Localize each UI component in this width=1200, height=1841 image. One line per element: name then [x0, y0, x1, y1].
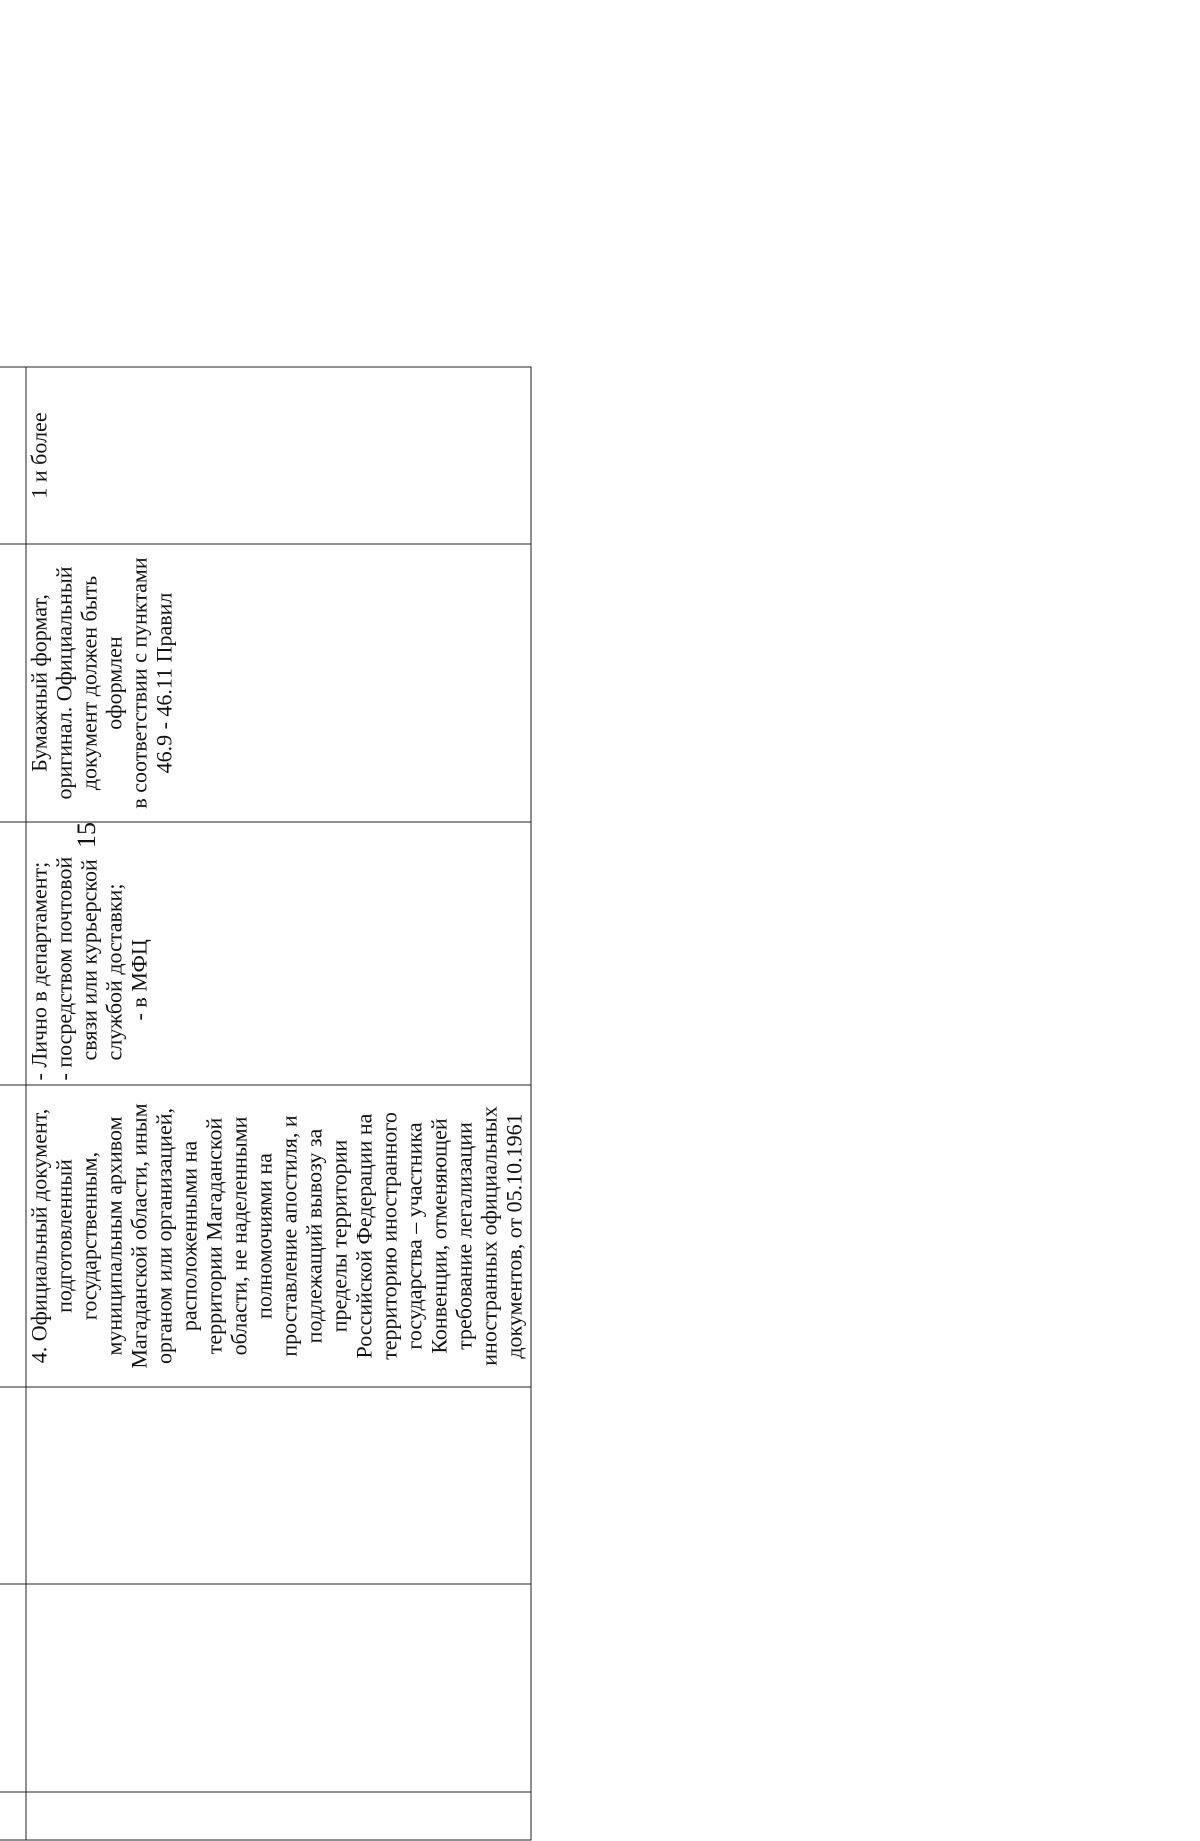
- document-description-line: требование легализации: [451, 1122, 477, 1350]
- submission-method-line: связи или курьерской: [76, 859, 102, 1061]
- submission-method-line: - в МФЦ: [126, 939, 152, 1021]
- submission-method-line: службой доставки;: [101, 883, 127, 1061]
- table-row: [0, 367, 26, 1840]
- cell-b5: [26, 822, 531, 1085]
- document-description-line: государства – участника: [401, 1122, 427, 1350]
- cell-b2: [26, 1584, 531, 1792]
- format-requirement-line: 46.9 - 46.11 Правил: [151, 592, 177, 774]
- quantity-text: 1 и более: [26, 412, 52, 499]
- document-description-line: подготовленный: [51, 1159, 77, 1313]
- format-requirement-line: оформлен: [101, 636, 127, 730]
- submission-method-line: - посредством почтовой: [51, 856, 77, 1081]
- cell-a5: [0, 822, 26, 1085]
- document-description-line: территории Магаданской: [201, 1117, 227, 1355]
- format-requirement-line: в соответствии с пунктами: [126, 557, 152, 809]
- cell-a3: [0, 1387, 26, 1584]
- document-description-line: Магаданской области, иным: [126, 1103, 152, 1369]
- cell-a2: [0, 1584, 26, 1792]
- cell-a1: [0, 1792, 26, 1840]
- document-description-line: органом или организацией,: [151, 1108, 177, 1364]
- document-table: [0, 367, 532, 1841]
- format-requirement-line: оригинал. Официальный: [51, 566, 77, 800]
- cell-b7: [26, 367, 531, 544]
- document-description-line: подлежащий вывозу за: [301, 1128, 327, 1344]
- document-description-line: 4. Официальный документ,: [26, 1108, 52, 1364]
- document-description-line: территорию иностранного: [376, 1112, 402, 1360]
- document-description-line: расположенными на: [176, 1140, 202, 1332]
- document-table-wrapper: [0, 368, 532, 1841]
- document-description-line: государственным,: [76, 1151, 102, 1321]
- document-description-line: области, не наделенными: [226, 1116, 252, 1356]
- format-requirement-line: документ должен быть: [76, 575, 102, 791]
- document-description-line: Российской Федерации на: [351, 1113, 377, 1359]
- cell-b1: [26, 1792, 531, 1840]
- cell-b3: [26, 1387, 531, 1584]
- document-description-line: документов, от 05.10.1961: [501, 1113, 527, 1359]
- submission-method-line: - Лично в департамент;: [26, 861, 52, 1081]
- document-description-line: Конвенции, отменяющей: [426, 1118, 452, 1354]
- document-description-line: проставление апостиля, и: [276, 1115, 302, 1357]
- document-description-line: пределы территории: [326, 1139, 352, 1333]
- format-requirement-line: Бумажный формат,: [26, 594, 52, 772]
- document-description-line: иностранных официальных: [476, 1106, 502, 1366]
- cell-b6: [26, 544, 531, 822]
- table-row: [26, 367, 531, 1840]
- page-number: 15: [72, 822, 101, 848]
- cell-b4: [26, 1085, 531, 1387]
- cell-a7: [0, 367, 26, 544]
- cell-a6: [0, 544, 26, 822]
- document-description-line: полномочиями на: [251, 1153, 277, 1319]
- document-description-line: муниципальным архивом: [101, 1116, 127, 1356]
- cell-a4: [0, 1085, 26, 1387]
